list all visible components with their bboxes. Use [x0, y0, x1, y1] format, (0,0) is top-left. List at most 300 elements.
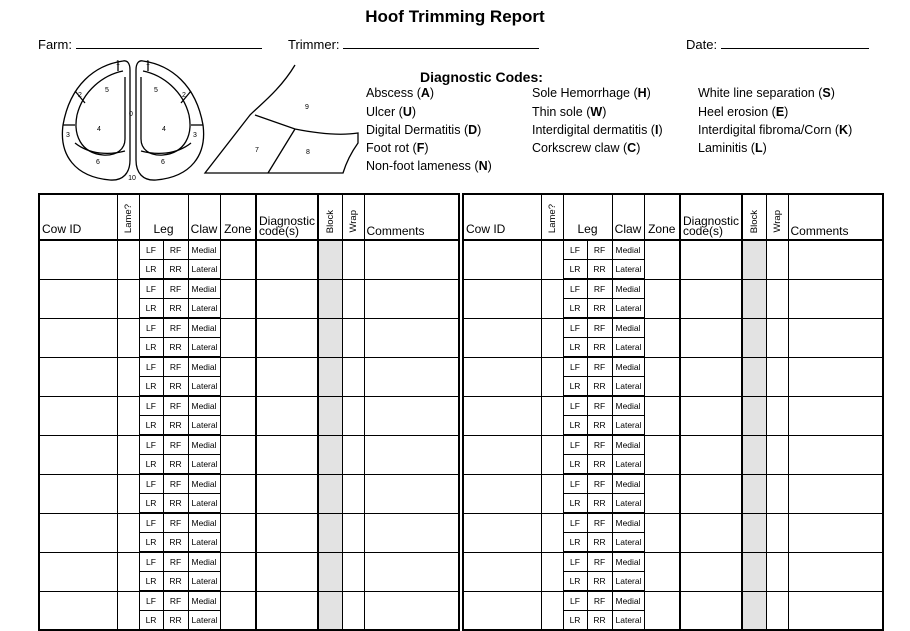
leg-lr[interactable]: LR: [563, 260, 587, 280]
claw-lateral[interactable]: Lateral: [188, 338, 220, 358]
zone-cell[interactable]: [644, 240, 680, 279]
cow-id-cell[interactable]: [39, 318, 117, 357]
lame-cell[interactable]: [117, 279, 139, 318]
lame-cell[interactable]: [117, 474, 139, 513]
claw-lateral[interactable]: Lateral: [188, 611, 220, 631]
claw-lateral[interactable]: Lateral: [188, 299, 220, 319]
leg-rr[interactable]: RR: [587, 611, 612, 631]
leg-lr[interactable]: LR: [139, 299, 163, 319]
svg-text:7: 7: [255, 147, 259, 154]
claw-medial[interactable]: Medial: [188, 552, 220, 572]
block-cell[interactable]: [742, 396, 766, 435]
block-cell[interactable]: [318, 396, 342, 435]
diagnostic-cell[interactable]: [256, 318, 318, 357]
claw-lateral[interactable]: Lateral: [612, 299, 644, 319]
leg-lr[interactable]: LR: [563, 572, 587, 592]
comments-cell[interactable]: [364, 552, 459, 591]
leg-lr[interactable]: LR: [139, 533, 163, 553]
diagnostic-cell[interactable]: [256, 435, 318, 474]
wrap-cell[interactable]: [342, 279, 364, 318]
block-cell[interactable]: [742, 513, 766, 552]
wrap-cell[interactable]: [342, 435, 364, 474]
zone-cell[interactable]: [220, 552, 256, 591]
wrap-cell[interactable]: [342, 552, 364, 591]
zone-cell[interactable]: [220, 279, 256, 318]
cow-id-cell[interactable]: [463, 513, 541, 552]
leg-rr[interactable]: RR: [587, 377, 612, 397]
zone-cell[interactable]: [220, 240, 256, 279]
claw-medial[interactable]: Medial: [188, 240, 220, 260]
leg-rf[interactable]: RF: [163, 240, 188, 260]
svg-text:3: 3: [193, 132, 197, 139]
leg-lf[interactable]: LF: [563, 396, 587, 416]
diagnostic-cell[interactable]: [256, 513, 318, 552]
leg-lf[interactable]: LF: [563, 240, 587, 260]
claw-medial[interactable]: Medial: [188, 279, 220, 299]
code-sole-hemorrhage: Sole Hemorrhage (H): [532, 86, 651, 100]
diagnostic-cell[interactable]: [680, 591, 742, 630]
claw-medial[interactable]: Medial: [612, 591, 644, 611]
cow-id-cell[interactable]: [39, 552, 117, 591]
wrap-cell[interactable]: [342, 318, 364, 357]
claw-lateral[interactable]: Lateral: [612, 572, 644, 592]
cow-id-cell[interactable]: [39, 513, 117, 552]
leg-lr[interactable]: LR: [139, 455, 163, 475]
claw-medial[interactable]: Medial: [188, 474, 220, 494]
code-ulcer: Ulcer (U): [366, 105, 417, 119]
diagnostic-cell[interactable]: [680, 357, 742, 396]
block-cell[interactable]: [318, 513, 342, 552]
comments-cell[interactable]: [364, 318, 459, 357]
diagnostic-cell[interactable]: [680, 279, 742, 318]
comments-cell[interactable]: [788, 435, 883, 474]
code-heel-erosion: Heel erosion (E): [698, 105, 789, 119]
leg-lf[interactable]: LF: [139, 435, 163, 455]
claw-medial[interactable]: Medial: [188, 435, 220, 455]
leg-lr[interactable]: LR: [563, 533, 587, 553]
zone-cell[interactable]: [220, 513, 256, 552]
zone-cell[interactable]: [220, 396, 256, 435]
svg-text:1: 1: [146, 60, 150, 67]
diagnostic-cell[interactable]: [680, 396, 742, 435]
comments-cell[interactable]: [788, 279, 883, 318]
lame-cell[interactable]: [117, 240, 139, 279]
code-abscess: Abscess (A): [366, 86, 435, 100]
block-cell[interactable]: [318, 318, 342, 357]
diagnostic-codes-title: Diagnostic Codes:: [420, 69, 543, 85]
header-block: Block: [742, 194, 766, 240]
wrap-cell[interactable]: [766, 318, 788, 357]
wrap-cell[interactable]: [766, 435, 788, 474]
leg-rr[interactable]: RR: [587, 455, 612, 475]
cow-id-cell[interactable]: [39, 435, 117, 474]
claw-lateral[interactable]: Lateral: [612, 611, 644, 631]
lame-cell[interactable]: [117, 591, 139, 630]
claw-lateral[interactable]: Lateral: [612, 377, 644, 397]
block-cell[interactable]: [318, 435, 342, 474]
block-cell[interactable]: [318, 279, 342, 318]
leg-lr[interactable]: LR: [563, 494, 587, 514]
claw-medial[interactable]: Medial: [612, 552, 644, 572]
cow-id-cell[interactable]: [39, 357, 117, 396]
claw-lateral[interactable]: Lateral: [612, 533, 644, 553]
claw-lateral[interactable]: Lateral: [612, 455, 644, 475]
leg-lr[interactable]: LR: [563, 611, 587, 631]
leg-rf[interactable]: RF: [163, 279, 188, 299]
lame-cell[interactable]: [541, 357, 563, 396]
zone-cell[interactable]: [644, 435, 680, 474]
lame-cell[interactable]: [541, 513, 563, 552]
leg-lr[interactable]: LR: [563, 338, 587, 358]
leg-lr[interactable]: LR: [563, 455, 587, 475]
leg-rf[interactable]: RF: [587, 279, 612, 299]
leg-lf[interactable]: LF: [563, 552, 587, 572]
cow-id-cell[interactable]: [463, 240, 541, 279]
cow-id-cell[interactable]: [463, 474, 541, 513]
leg-rf[interactable]: RF: [163, 552, 188, 572]
block-cell[interactable]: [318, 357, 342, 396]
svg-text:5: 5: [105, 87, 109, 94]
block-cell[interactable]: [742, 240, 766, 279]
zone-cell[interactable]: [220, 357, 256, 396]
zone-cell[interactable]: [644, 591, 680, 630]
comments-cell[interactable]: [788, 474, 883, 513]
diagnostic-cell[interactable]: [680, 513, 742, 552]
claw-medial[interactable]: Medial: [612, 318, 644, 338]
leg-rf[interactable]: RF: [163, 435, 188, 455]
trimming-table-right: [462, 193, 884, 631]
wrap-cell[interactable]: [342, 474, 364, 513]
block-cell[interactable]: [742, 591, 766, 630]
leg-rr[interactable]: RR: [587, 416, 612, 436]
wrap-cell[interactable]: [766, 240, 788, 279]
leg-rr[interactable]: RR: [587, 260, 612, 280]
table-row: [39, 357, 459, 377]
claw-lateral[interactable]: Lateral: [188, 260, 220, 280]
diagnostic-cell[interactable]: [256, 552, 318, 591]
lame-cell[interactable]: [117, 318, 139, 357]
comments-cell[interactable]: [364, 357, 459, 396]
trimmer-field[interactable]: [288, 36, 539, 52]
zone-cell[interactable]: [644, 513, 680, 552]
comments-cell[interactable]: [788, 591, 883, 630]
wrap-cell[interactable]: [766, 279, 788, 318]
leg-rf[interactable]: RF: [163, 513, 188, 533]
wrap-cell[interactable]: [342, 396, 364, 435]
diagnostic-cell[interactable]: [680, 318, 742, 357]
leg-rf[interactable]: RF: [587, 513, 612, 533]
lame-cell[interactable]: [541, 396, 563, 435]
claw-lateral[interactable]: Lateral: [188, 533, 220, 553]
zone-cell[interactable]: [220, 435, 256, 474]
diagnostic-cell[interactable]: [256, 279, 318, 318]
wrap-cell[interactable]: [342, 240, 364, 279]
leg-rf[interactable]: RF: [163, 591, 188, 611]
leg-rf[interactable]: RF: [163, 474, 188, 494]
lame-cell[interactable]: [541, 591, 563, 630]
svg-text:2: 2: [182, 92, 186, 99]
zone-cell[interactable]: [644, 552, 680, 591]
leg-rf[interactable]: RF: [587, 396, 612, 416]
wrap-cell[interactable]: [766, 396, 788, 435]
diagnostic-cell[interactable]: [256, 396, 318, 435]
claw-medial[interactable]: Medial: [612, 396, 644, 416]
leg-rf[interactable]: RF: [587, 435, 612, 455]
block-cell[interactable]: [742, 357, 766, 396]
table-row: [463, 357, 883, 377]
lame-cell[interactable]: [541, 318, 563, 357]
claw-lateral[interactable]: Lateral: [612, 260, 644, 280]
header-cow-id: Cow ID: [463, 194, 541, 240]
block-cell[interactable]: [318, 552, 342, 591]
leg-lr[interactable]: LR: [139, 416, 163, 436]
leg-lf[interactable]: LF: [139, 396, 163, 416]
lame-cell[interactable]: [541, 474, 563, 513]
leg-rr[interactable]: RR: [163, 416, 188, 436]
leg-rr[interactable]: RR: [163, 260, 188, 280]
cow-id-cell[interactable]: [39, 474, 117, 513]
table-row: [39, 318, 459, 338]
farm-field[interactable]: [38, 36, 262, 52]
table-row: [39, 279, 459, 299]
leg-lf[interactable]: LF: [139, 279, 163, 299]
zone-cell[interactable]: [644, 396, 680, 435]
diagnostic-cell[interactable]: [680, 552, 742, 591]
date-field[interactable]: [686, 36, 869, 52]
leg-rr[interactable]: RR: [587, 533, 612, 553]
block-cell[interactable]: [318, 240, 342, 279]
code-white-line-separation: White line separation (S): [698, 86, 835, 100]
leg-lr[interactable]: LR: [139, 377, 163, 397]
leg-lr[interactable]: LR: [139, 494, 163, 514]
claw-medial[interactable]: Medial: [612, 513, 644, 533]
table-row: [39, 474, 459, 494]
diagnostic-cell[interactable]: [256, 240, 318, 279]
header-claw: Claw: [188, 194, 220, 240]
lame-cell[interactable]: [117, 357, 139, 396]
leg-rr[interactable]: RR: [587, 338, 612, 358]
claw-medial[interactable]: Medial: [188, 318, 220, 338]
leg-rr[interactable]: RR: [587, 299, 612, 319]
zone-cell[interactable]: [644, 474, 680, 513]
cow-id-cell[interactable]: [39, 396, 117, 435]
cow-id-cell[interactable]: [463, 552, 541, 591]
lame-cell[interactable]: [117, 552, 139, 591]
comments-cell[interactable]: [364, 279, 459, 318]
wrap-cell[interactable]: [766, 552, 788, 591]
leg-rf[interactable]: RF: [587, 552, 612, 572]
leg-lf[interactable]: LF: [139, 552, 163, 572]
comments-cell[interactable]: [364, 513, 459, 552]
leg-lf[interactable]: LF: [563, 591, 587, 611]
cow-id-cell[interactable]: [463, 357, 541, 396]
leg-lr[interactable]: LR: [139, 572, 163, 592]
claw-medial[interactable]: Medial: [612, 357, 644, 377]
cow-id-cell[interactable]: [39, 240, 117, 279]
hoof-zone-diagram: [55, 55, 365, 185]
diagnostic-cell[interactable]: [256, 591, 318, 630]
wrap-cell[interactable]: [766, 591, 788, 630]
leg-rr[interactable]: RR: [163, 494, 188, 514]
lame-cell[interactable]: [541, 279, 563, 318]
leg-lr[interactable]: LR: [139, 338, 163, 358]
comments-cell[interactable]: [788, 318, 883, 357]
svg-text:0: 0: [129, 111, 133, 118]
leg-rf[interactable]: RF: [587, 474, 612, 494]
comments-cell[interactable]: [364, 591, 459, 630]
block-cell[interactable]: [742, 279, 766, 318]
leg-lf[interactable]: LF: [139, 240, 163, 260]
leg-rf[interactable]: RF: [587, 357, 612, 377]
leg-lf[interactable]: LF: [139, 357, 163, 377]
cow-id-cell[interactable]: [463, 396, 541, 435]
lame-cell[interactable]: [117, 513, 139, 552]
leg-lf[interactable]: LF: [563, 513, 587, 533]
diagnostic-cell[interactable]: [680, 240, 742, 279]
header-lame: Lame?: [541, 194, 563, 240]
cow-id-cell[interactable]: [463, 318, 541, 357]
block-cell[interactable]: [742, 435, 766, 474]
claw-medial[interactable]: Medial: [188, 396, 220, 416]
leg-rf[interactable]: RF: [587, 591, 612, 611]
code-thin-sole: Thin sole (W): [532, 105, 607, 119]
leg-lf[interactable]: LF: [139, 513, 163, 533]
leg-lr[interactable]: LR: [563, 377, 587, 397]
comments-cell[interactable]: [788, 240, 883, 279]
wrap-cell[interactable]: [342, 513, 364, 552]
lame-cell[interactable]: [117, 396, 139, 435]
leg-lf[interactable]: LF: [139, 318, 163, 338]
comments-cell[interactable]: [788, 513, 883, 552]
comments-cell[interactable]: [364, 435, 459, 474]
header-zone: Zone: [644, 194, 680, 240]
claw-lateral[interactable]: Lateral: [188, 416, 220, 436]
svg-text:5: 5: [154, 87, 158, 94]
wrap-cell[interactable]: [342, 591, 364, 630]
claw-lateral[interactable]: Lateral: [612, 494, 644, 514]
claw-medial[interactable]: Medial: [188, 513, 220, 533]
wrap-cell[interactable]: [766, 474, 788, 513]
leg-lr[interactable]: LR: [563, 299, 587, 319]
leg-lf[interactable]: LF: [563, 435, 587, 455]
code-corkscrew-claw: Corkscrew claw (C): [532, 141, 641, 155]
diagnostic-cell[interactable]: [256, 357, 318, 396]
table-row: [463, 513, 883, 533]
code-interdigital-fibroma: Interdigital fibroma/Corn (K): [698, 123, 853, 137]
claw-medial[interactable]: Medial: [612, 474, 644, 494]
leg-rr[interactable]: RR: [587, 572, 612, 592]
cow-id-cell[interactable]: [463, 591, 541, 630]
block-cell[interactable]: [318, 591, 342, 630]
leg-rr[interactable]: RR: [163, 299, 188, 319]
comments-cell[interactable]: [364, 240, 459, 279]
claw-medial[interactable]: Medial: [612, 240, 644, 260]
diagnostic-cell[interactable]: [680, 435, 742, 474]
wrap-cell[interactable]: [342, 357, 364, 396]
leg-rr[interactable]: RR: [163, 455, 188, 475]
diagnostic-cell[interactable]: [256, 474, 318, 513]
leg-rr[interactable]: RR: [163, 377, 188, 397]
lame-cell[interactable]: [117, 435, 139, 474]
leg-lf[interactable]: LF: [139, 474, 163, 494]
lame-cell[interactable]: [541, 552, 563, 591]
leg-rr[interactable]: RR: [587, 494, 612, 514]
wrap-cell[interactable]: [766, 513, 788, 552]
leg-rf[interactable]: RF: [587, 318, 612, 338]
comments-cell[interactable]: [364, 474, 459, 513]
zone-cell[interactable]: [220, 474, 256, 513]
claw-lateral[interactable]: Lateral: [188, 572, 220, 592]
svg-text:4: 4: [162, 126, 166, 133]
table-row: [463, 435, 883, 455]
header-diagnostic-codes: Diagnostic code(s): [256, 194, 318, 240]
table-row: [463, 474, 883, 494]
block-cell[interactable]: [318, 474, 342, 513]
leg-lr[interactable]: LR: [139, 260, 163, 280]
wrap-cell[interactable]: [766, 357, 788, 396]
leg-lr[interactable]: LR: [139, 611, 163, 631]
lame-cell[interactable]: [541, 435, 563, 474]
table-row: [463, 318, 883, 338]
comments-cell[interactable]: [788, 396, 883, 435]
leg-lf[interactable]: LF: [563, 318, 587, 338]
claw-medial[interactable]: Medial: [612, 435, 644, 455]
zone-cell[interactable]: [220, 318, 256, 357]
leg-rf[interactable]: RF: [163, 357, 188, 377]
claw-lateral[interactable]: Lateral: [188, 455, 220, 475]
comments-cell[interactable]: [788, 357, 883, 396]
block-cell[interactable]: [742, 552, 766, 591]
block-cell[interactable]: [742, 318, 766, 357]
leg-lf[interactable]: LF: [563, 279, 587, 299]
leg-rr[interactable]: RR: [163, 611, 188, 631]
claw-medial[interactable]: Medial: [188, 591, 220, 611]
leg-rf[interactable]: RF: [163, 318, 188, 338]
block-cell[interactable]: [742, 474, 766, 513]
zone-cell[interactable]: [644, 318, 680, 357]
leg-lf[interactable]: LF: [563, 474, 587, 494]
leg-lr[interactable]: LR: [563, 416, 587, 436]
diagnostic-cell[interactable]: [680, 474, 742, 513]
comments-cell[interactable]: [364, 396, 459, 435]
cow-id-cell[interactable]: [39, 591, 117, 630]
table-row: [463, 552, 883, 572]
claw-medial[interactable]: Medial: [188, 357, 220, 377]
leg-lf[interactable]: LF: [563, 357, 587, 377]
zone-cell[interactable]: [644, 279, 680, 318]
zone-cell[interactable]: [220, 591, 256, 630]
svg-text:6: 6: [96, 159, 100, 166]
leg-rf[interactable]: RF: [587, 240, 612, 260]
zone-cell[interactable]: [644, 357, 680, 396]
claw-medial[interactable]: Medial: [612, 279, 644, 299]
cow-id-cell[interactable]: [463, 279, 541, 318]
header-diagnostic-codes: Diagnostic code(s): [680, 194, 742, 240]
claw-lateral[interactable]: Lateral: [188, 494, 220, 514]
leg-rf[interactable]: RF: [163, 396, 188, 416]
leg-lf[interactable]: LF: [139, 591, 163, 611]
claw-lateral[interactable]: Lateral: [612, 338, 644, 358]
cow-id-cell[interactable]: [39, 279, 117, 318]
leg-rr[interactable]: RR: [163, 533, 188, 553]
lame-cell[interactable]: [541, 240, 563, 279]
claw-lateral[interactable]: Lateral: [188, 377, 220, 397]
comments-cell[interactable]: [788, 552, 883, 591]
leg-rr[interactable]: RR: [163, 572, 188, 592]
claw-lateral[interactable]: Lateral: [612, 416, 644, 436]
leg-rr[interactable]: RR: [163, 338, 188, 358]
cow-id-cell[interactable]: [463, 435, 541, 474]
